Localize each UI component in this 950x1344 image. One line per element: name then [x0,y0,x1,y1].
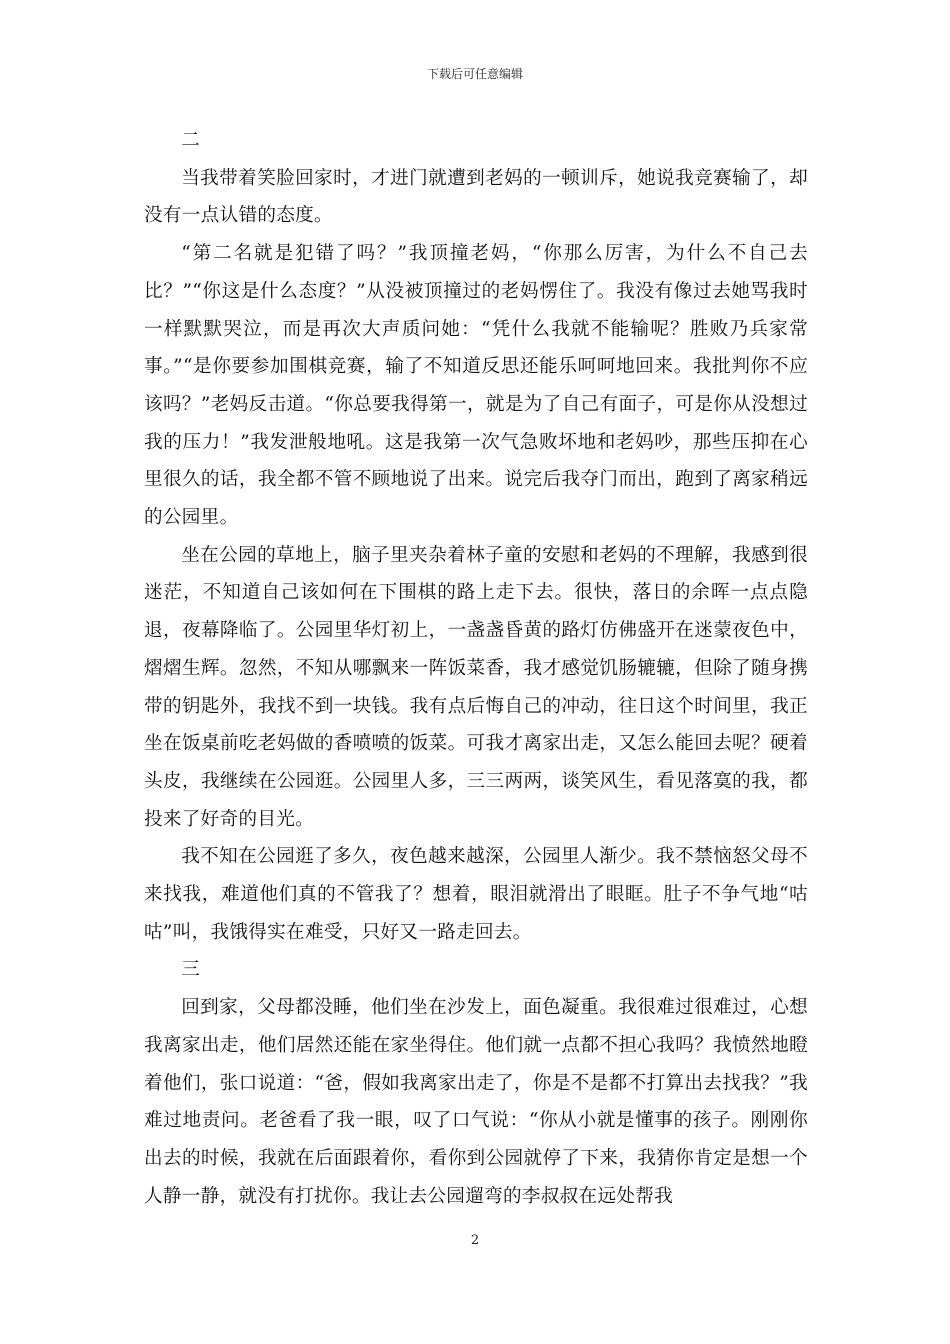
paragraph: 回到家，父母都没睡，他们坐在沙发上，面色凝重。我很难过很难过，心想我离家出走，他们居然还能在家坐得住。他们就一点都不担心我吗？我愤然地瞪着他们，张口说道：“爸，假如我离家出走了，你是不是都不打算出去找我？”我难过地责问。老爸看了我一眼，叹了口气说：“你从小就是懂事的孩子。刚刚你出去的时候，我就在后面跟着你，看你到公园就停了下来，我猜你肯定是想一个人静一静，就没有打扰你。我让去公园遛弯的李叔叔在远处帮我 [144,997,808,1207]
section-heading-two: 二 [181,130,201,151]
paragraph: 坐在公园的草地上，脑子里夹杂着林子童的安慰和老妈的不理解，我感到很迷茫，不知道自己该如何在下围棋的路上走下去。很快，落日的余晖一点点隐退，夜幕降临了。公园里华灯初上，一盏盏昏黄的路灯仿佛盛开在迷蒙夜色中，熠熠生辉。忽然，不知从哪飘来一阵饭菜香，我才感觉饥肠辘辘，但除了随身携带的钥匙外，我找不到一块钱。我有点后悔自己的冲动，往日这个时间里，我正坐在饭桌前吃老妈做的香喷喷的饭菜。可我才离家出走，又怎么能回去呢？硬着头皮，我继续在公园逛。公园里人多，三三两两，谈笑风生，看见落寞的我，都投来了好奇的目光。 [144,544,808,830]
document-body [144,122,808,1215]
paragraph: 当我带着笑脸回家时，才进门就遭到老妈的一顿训斥，她说我竞赛输了，却没有一点认错的态度。 [144,167,808,227]
paragraph: “第二名就是犯错了吗？”我顶撞老妈，“你那么厉害，为什么不自己去比？”“你这是什么态度？”从没被顶撞过的老妈愣住了。我没有像过去她骂我时一样默默哭泣，而是再次大声质问她：“凭什么我就不能输呢？胜败乃兵家常事。”“是你要参加围棋竞赛，输了不知道反思还能乐呵呵地回来。我批判你不应该吗？”老妈反击道。“你总要我得第一，就是为了自己有面子，可是你从没想过我的压力！”我发泄般地吼。这是我第一次气急败坏地和老妈吵，那些压抑在心里很久的话，我全都不管不顾地说了出来。说完后我夺门而出，跑到了离家稍远的公园里。 [144,243,808,529]
paragraph: 我不知在公园逛了多久，夜色越来越深，公园里人渐少。我不禁恼怒父母不来找我，难道他们真的不管我了？想着，眼泪就滑出了眼眶。肚子不争气地“咕咕”叫，我饿得实在难受，只好又一路走回去。 [144,846,808,943]
page-number: 2 [470,1233,480,1248]
page-header: 下载后可任意编辑 [426,67,523,81]
section-heading-three: 三 [181,959,201,981]
